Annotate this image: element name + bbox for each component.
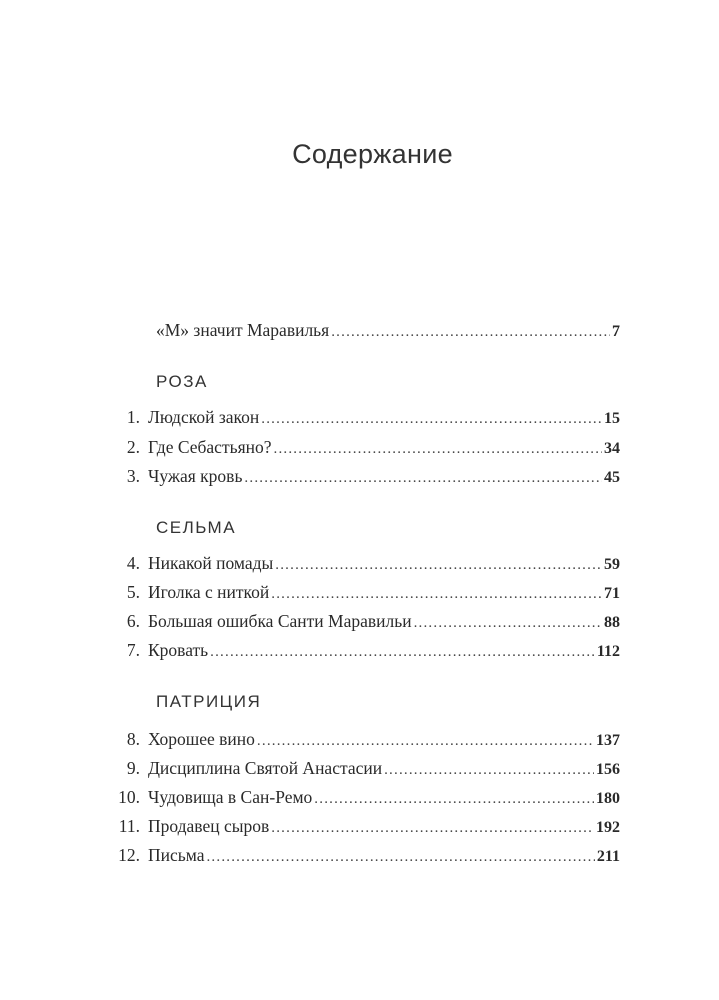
toc-entry-intro[interactable]	[110, 318, 620, 342]
dot-leader	[257, 729, 594, 753]
page-number: 15	[604, 410, 620, 427]
chapter-number: 4.	[126, 553, 140, 573]
toc-entry-6[interactable]	[110, 609, 620, 633]
page-number: 192	[596, 819, 620, 836]
toc-entry-11[interactable]	[110, 814, 620, 838]
chapter-title: Людской закон	[148, 407, 260, 427]
chapter-title: Кровать	[148, 640, 209, 660]
toc-entry-8[interactable]	[110, 727, 620, 751]
dot-leader	[274, 437, 603, 461]
chapter-title: Чудовища в Сан-Ремо	[148, 787, 313, 807]
dot-leader	[210, 640, 595, 664]
dot-leader	[244, 466, 602, 490]
chapter-title: Иголка с ниткой	[148, 582, 270, 602]
chapter-number: 8.	[126, 729, 140, 749]
chapter-number: 7.	[126, 640, 140, 660]
chapter-number: 2.	[126, 437, 140, 457]
page-title: Содержание	[292, 139, 453, 169]
page-number: 211	[596, 848, 620, 865]
page-number: 59	[604, 556, 620, 573]
page-number: 34	[604, 440, 620, 457]
toc-entry-7[interactable]	[110, 638, 620, 662]
dot-leader	[271, 582, 602, 606]
toc-entry-12[interactable]	[110, 843, 620, 867]
toc-entry-4[interactable]	[110, 551, 620, 575]
section-heading-selma: СЕЛЬМА	[156, 518, 237, 537]
page-number: 156	[596, 761, 620, 778]
chapter-number: 9.	[126, 758, 140, 778]
toc-entry-9[interactable]	[110, 756, 620, 780]
chapter-title: Чужая кровь	[148, 466, 243, 486]
page-number: 112	[596, 643, 620, 660]
dot-leader	[275, 553, 602, 577]
chapter-title: Продавец сыров	[148, 816, 270, 836]
dot-leader	[271, 816, 594, 840]
chapter-title: Где Себастьяно?	[148, 437, 272, 457]
chapter-number: 10.	[118, 787, 140, 807]
page-number: 88	[604, 614, 620, 631]
section-heading-patritsiya: ПАТРИЦИЯ	[156, 692, 262, 711]
chapter-title: Письма	[148, 845, 205, 865]
toc-entry-1[interactable]	[110, 405, 620, 429]
chapter-number: 3.	[126, 466, 140, 486]
chapter-number: 12.	[118, 845, 140, 865]
page-number: 180	[596, 790, 620, 807]
chapter-title: «М» значит Маравилья	[156, 320, 330, 340]
chapter-number: 6.	[126, 611, 140, 631]
chapter-number: 5.	[126, 582, 140, 602]
dot-leader	[261, 407, 602, 431]
toc-entry-3[interactable]	[110, 464, 620, 488]
chapter-number: 1.	[126, 407, 140, 427]
toc-entry-10[interactable]	[110, 785, 620, 809]
page-number: 45	[604, 469, 620, 486]
toc-entry-2[interactable]	[110, 435, 620, 459]
dot-leader	[414, 611, 602, 635]
page-number: 71	[604, 585, 620, 602]
section-heading-roza: РОЗА	[156, 372, 208, 391]
dot-leader	[314, 787, 594, 811]
page-number: 137	[596, 732, 620, 749]
chapter-number: 11.	[118, 816, 140, 836]
chapter-title: Дисциплина Святой Анастасии	[148, 758, 383, 778]
dot-leader	[331, 320, 610, 344]
toc-entry-5[interactable]	[110, 580, 620, 604]
dot-leader	[384, 758, 594, 782]
chapter-title: Большая ошибка Санти Маравильи	[148, 611, 412, 631]
chapter-title: Никакой помады	[148, 553, 274, 573]
page-number: 7	[612, 323, 620, 340]
chapter-title: Хорошее вино	[148, 729, 255, 749]
dot-leader	[206, 845, 594, 869]
